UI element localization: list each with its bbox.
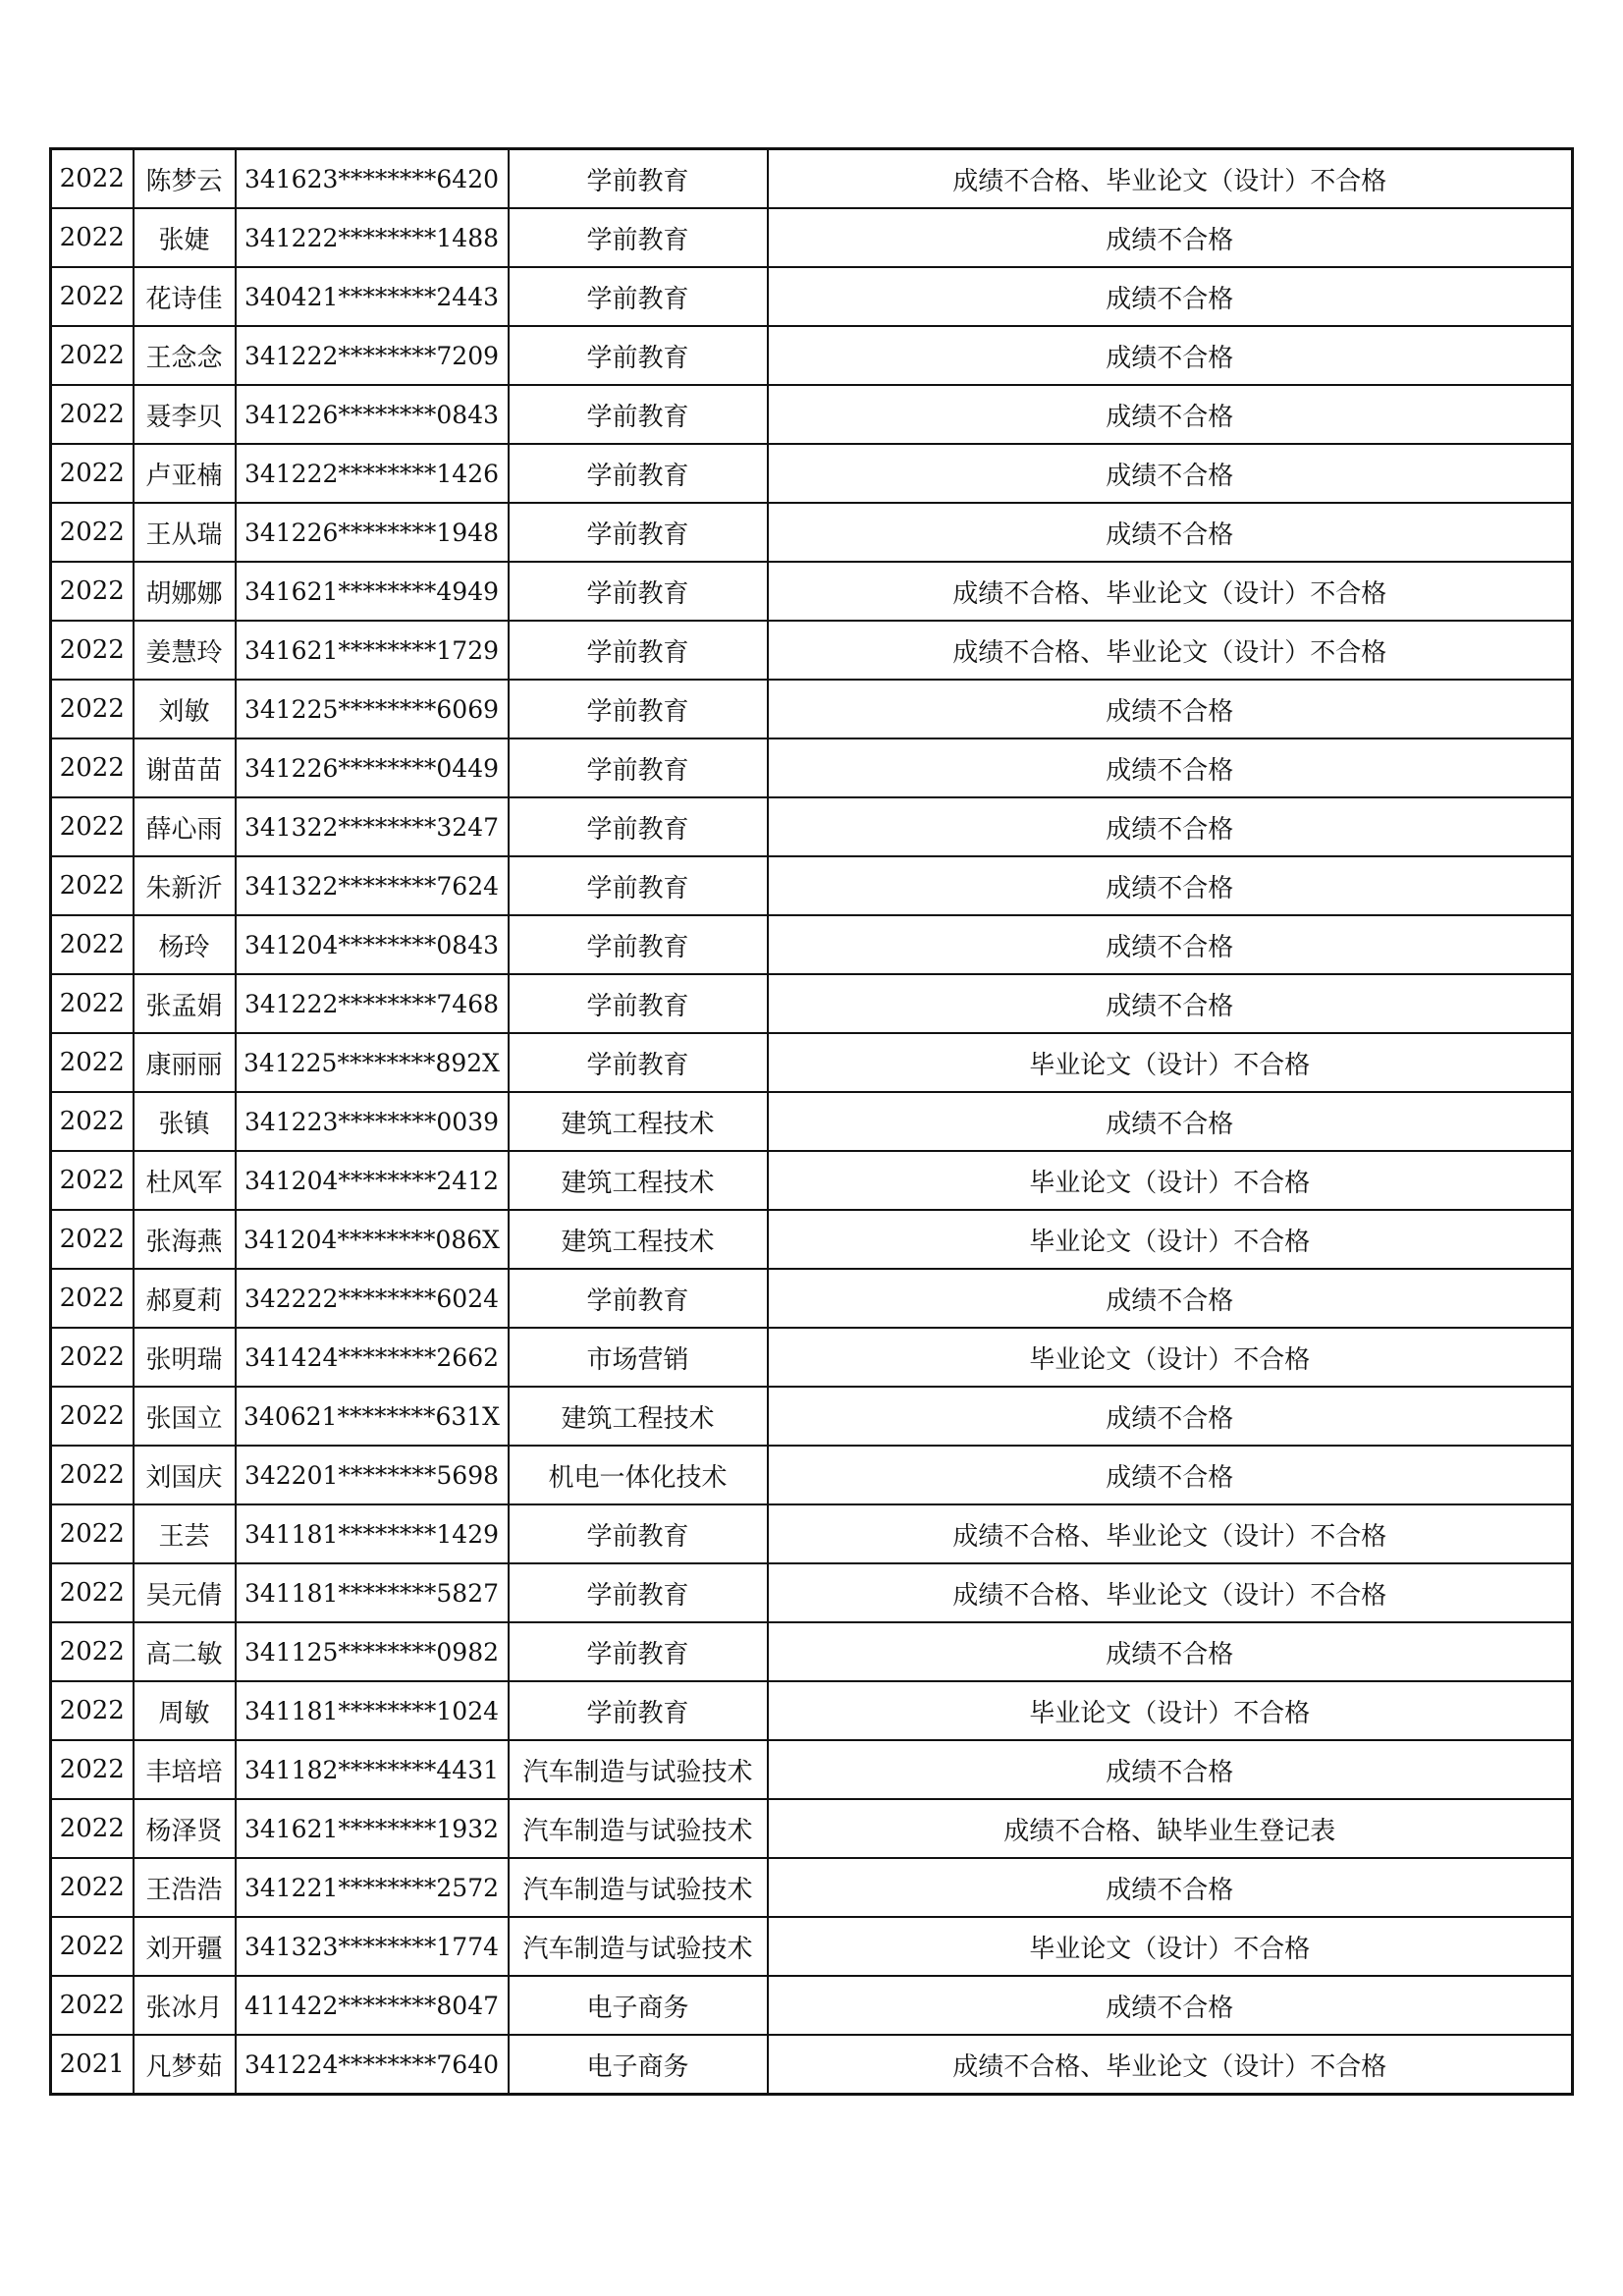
cell-year: 2022 (51, 1446, 134, 1504)
graduation-record-table (49, 147, 1574, 2096)
cell-student-name: 周敏 (134, 1681, 236, 1740)
cell-id-number: 341181********1429 (236, 1504, 509, 1563)
cell-reason: 成绩不合格 (768, 856, 1573, 915)
cell-major: 电子商务 (509, 2035, 768, 2095)
cell-student-name: 张镇 (134, 1092, 236, 1151)
cell-year: 2022 (51, 1858, 134, 1917)
table-row (51, 1033, 1573, 1092)
cell-major: 学前教育 (509, 444, 768, 503)
table-row (51, 444, 1573, 503)
table-row (51, 326, 1573, 385)
cell-major: 学前教育 (509, 1681, 768, 1740)
table-row (51, 149, 1573, 209)
cell-id-number: 411422********8047 (236, 1976, 509, 2035)
cell-student-name: 聂李贝 (134, 385, 236, 444)
cell-major: 市场营销 (509, 1328, 768, 1387)
cell-student-name: 谢苗苗 (134, 738, 236, 797)
table-row (51, 856, 1573, 915)
cell-reason: 成绩不合格 (768, 738, 1573, 797)
cell-reason: 成绩不合格 (768, 503, 1573, 562)
cell-reason: 成绩不合格、毕业论文（设计）不合格 (768, 562, 1573, 621)
cell-year: 2022 (51, 503, 134, 562)
cell-reason: 成绩不合格、毕业论文（设计）不合格 (768, 2035, 1573, 2095)
cell-major: 学前教育 (509, 856, 768, 915)
cell-student-name: 姜慧玲 (134, 621, 236, 680)
table-row (51, 1446, 1573, 1504)
cell-major: 建筑工程技术 (509, 1092, 768, 1151)
cell-id-number: 341322********3247 (236, 797, 509, 856)
cell-id-number: 341204********0843 (236, 915, 509, 974)
cell-id-number: 341222********7209 (236, 326, 509, 385)
cell-student-name: 刘国庆 (134, 1446, 236, 1504)
cell-reason: 成绩不合格 (768, 385, 1573, 444)
cell-student-name: 刘开疆 (134, 1917, 236, 1976)
cell-reason: 成绩不合格 (768, 267, 1573, 326)
cell-id-number: 340421********2443 (236, 267, 509, 326)
table-row (51, 1858, 1573, 1917)
cell-year: 2022 (51, 1328, 134, 1387)
cell-reason: 成绩不合格 (768, 1858, 1573, 1917)
cell-major: 学前教育 (509, 1033, 768, 1092)
table-row (51, 503, 1573, 562)
cell-major: 汽车制造与试验技术 (509, 1858, 768, 1917)
cell-id-number: 342222********6024 (236, 1269, 509, 1328)
cell-reason: 成绩不合格、缺毕业生登记表 (768, 1799, 1573, 1858)
cell-major: 汽车制造与试验技术 (509, 1799, 768, 1858)
cell-major: 学前教育 (509, 1269, 768, 1328)
cell-major: 电子商务 (509, 1976, 768, 2035)
cell-reason: 毕业论文（设计）不合格 (768, 1328, 1573, 1387)
table-row (51, 680, 1573, 738)
cell-id-number: 341204********2412 (236, 1151, 509, 1210)
cell-id-number: 341424********2662 (236, 1328, 509, 1387)
table-row (51, 974, 1573, 1033)
cell-year: 2022 (51, 267, 134, 326)
cell-id-number: 341222********1488 (236, 208, 509, 267)
cell-id-number: 341181********1024 (236, 1681, 509, 1740)
cell-id-number: 341224********7640 (236, 2035, 509, 2095)
cell-year: 2022 (51, 1740, 134, 1799)
cell-major: 机电一体化技术 (509, 1446, 768, 1504)
cell-year: 2022 (51, 385, 134, 444)
cell-reason: 成绩不合格、毕业论文（设计）不合格 (768, 1563, 1573, 1622)
table-row (51, 1387, 1573, 1446)
cell-major: 汽车制造与试验技术 (509, 1740, 768, 1799)
cell-major: 学前教育 (509, 1563, 768, 1622)
table-row (51, 797, 1573, 856)
cell-id-number: 341125********0982 (236, 1622, 509, 1681)
cell-id-number: 341223********0039 (236, 1092, 509, 1151)
cell-reason: 毕业论文（设计）不合格 (768, 1210, 1573, 1269)
cell-id-number: 341225********6069 (236, 680, 509, 738)
cell-id-number: 342201********5698 (236, 1446, 509, 1504)
table-row (51, 1681, 1573, 1740)
cell-major: 学前教育 (509, 385, 768, 444)
cell-reason: 成绩不合格 (768, 974, 1573, 1033)
cell-id-number: 341621********1932 (236, 1799, 509, 1858)
cell-year: 2022 (51, 1799, 134, 1858)
cell-reason: 成绩不合格 (768, 1740, 1573, 1799)
table-row (51, 1917, 1573, 1976)
table-row (51, 1563, 1573, 1622)
cell-reason: 成绩不合格 (768, 326, 1573, 385)
cell-year: 2022 (51, 738, 134, 797)
cell-id-number: 340621********631X (236, 1387, 509, 1446)
cell-year: 2022 (51, 1917, 134, 1976)
cell-reason: 成绩不合格 (768, 915, 1573, 974)
cell-id-number: 341621********4949 (236, 562, 509, 621)
cell-id-number: 341222********7468 (236, 974, 509, 1033)
cell-reason: 毕业论文（设计）不合格 (768, 1917, 1573, 1976)
cell-id-number: 341226********0843 (236, 385, 509, 444)
cell-reason: 成绩不合格、毕业论文（设计）不合格 (768, 149, 1573, 209)
table-row (51, 267, 1573, 326)
table-row (51, 1622, 1573, 1681)
cell-year: 2022 (51, 856, 134, 915)
cell-id-number: 341322********7624 (236, 856, 509, 915)
cell-major: 学前教育 (509, 974, 768, 1033)
table-row (51, 1151, 1573, 1210)
cell-student-name: 张明瑞 (134, 1328, 236, 1387)
cell-major: 学前教育 (509, 1622, 768, 1681)
cell-id-number: 341204********086X (236, 1210, 509, 1269)
cell-year: 2022 (51, 208, 134, 267)
table-row (51, 208, 1573, 267)
cell-year: 2022 (51, 1210, 134, 1269)
cell-major: 学前教育 (509, 267, 768, 326)
table-row (51, 1328, 1573, 1387)
cell-id-number: 341226********1948 (236, 503, 509, 562)
cell-year: 2022 (51, 1563, 134, 1622)
cell-reason: 成绩不合格 (768, 1269, 1573, 1328)
cell-major: 学前教育 (509, 503, 768, 562)
cell-reason: 成绩不合格 (768, 680, 1573, 738)
cell-reason: 成绩不合格 (768, 1387, 1573, 1446)
cell-student-name: 薛心雨 (134, 797, 236, 856)
cell-major: 建筑工程技术 (509, 1151, 768, 1210)
cell-reason: 毕业论文（设计）不合格 (768, 1681, 1573, 1740)
cell-reason: 成绩不合格 (768, 797, 1573, 856)
cell-year: 2022 (51, 974, 134, 1033)
table-row (51, 1092, 1573, 1151)
cell-id-number: 341221********2572 (236, 1858, 509, 1917)
cell-major: 汽车制造与试验技术 (509, 1917, 768, 1976)
cell-year: 2022 (51, 1151, 134, 1210)
cell-year: 2022 (51, 326, 134, 385)
cell-reason: 成绩不合格 (768, 1092, 1573, 1151)
cell-student-name: 丰培培 (134, 1740, 236, 1799)
cell-year: 2022 (51, 1976, 134, 2035)
cell-reason: 毕业论文（设计）不合格 (768, 1033, 1573, 1092)
cell-reason: 成绩不合格 (768, 444, 1573, 503)
cell-student-name: 张冰月 (134, 1976, 236, 2035)
cell-year: 2022 (51, 1681, 134, 1740)
table-row (51, 1976, 1573, 2035)
cell-year: 2022 (51, 797, 134, 856)
cell-student-name: 高二敏 (134, 1622, 236, 1681)
cell-student-name: 朱新沂 (134, 856, 236, 915)
cell-year: 2022 (51, 1033, 134, 1092)
cell-reason: 毕业论文（设计）不合格 (768, 1151, 1573, 1210)
cell-year: 2022 (51, 1092, 134, 1151)
cell-year: 2022 (51, 149, 134, 209)
cell-reason: 成绩不合格、毕业论文（设计）不合格 (768, 1504, 1573, 1563)
table-row (51, 1799, 1573, 1858)
cell-id-number: 341222********1426 (236, 444, 509, 503)
cell-reason: 成绩不合格 (768, 1976, 1573, 2035)
table-row (51, 2035, 1573, 2095)
cell-student-name: 张国立 (134, 1387, 236, 1446)
table-row (51, 1504, 1573, 1563)
cell-major: 学前教育 (509, 680, 768, 738)
cell-major: 学前教育 (509, 797, 768, 856)
table-row (51, 621, 1573, 680)
cell-reason: 成绩不合格 (768, 208, 1573, 267)
cell-reason: 成绩不合格、毕业论文（设计）不合格 (768, 621, 1573, 680)
cell-major: 学前教育 (509, 621, 768, 680)
cell-student-name: 郝夏莉 (134, 1269, 236, 1328)
cell-major: 学前教育 (509, 738, 768, 797)
cell-major: 学前教育 (509, 208, 768, 267)
cell-id-number: 341182********4431 (236, 1740, 509, 1799)
cell-id-number: 341181********5827 (236, 1563, 509, 1622)
cell-student-name: 刘敏 (134, 680, 236, 738)
cell-student-name: 花诗佳 (134, 267, 236, 326)
cell-student-name: 杨玲 (134, 915, 236, 974)
cell-student-name: 康丽丽 (134, 1033, 236, 1092)
cell-student-name: 卢亚楠 (134, 444, 236, 503)
cell-student-name: 吴元倩 (134, 1563, 236, 1622)
cell-major: 建筑工程技术 (509, 1210, 768, 1269)
record-table-body (51, 149, 1573, 2095)
cell-id-number: 341323********1774 (236, 1917, 509, 1976)
cell-student-name: 张孟娟 (134, 974, 236, 1033)
cell-year: 2022 (51, 444, 134, 503)
cell-student-name: 张海燕 (134, 1210, 236, 1269)
cell-major: 学前教育 (509, 1504, 768, 1563)
table-row (51, 738, 1573, 797)
cell-id-number: 341623********6420 (236, 149, 509, 209)
table-row (51, 1740, 1573, 1799)
cell-major: 学前教育 (509, 149, 768, 209)
cell-year: 2022 (51, 1504, 134, 1563)
cell-year: 2022 (51, 680, 134, 738)
cell-reason: 成绩不合格 (768, 1446, 1573, 1504)
cell-major: 学前教育 (509, 326, 768, 385)
cell-major: 学前教育 (509, 562, 768, 621)
cell-major: 建筑工程技术 (509, 1387, 768, 1446)
cell-student-name: 张婕 (134, 208, 236, 267)
cell-student-name: 杨泽贤 (134, 1799, 236, 1858)
cell-year: 2022 (51, 562, 134, 621)
table-row (51, 562, 1573, 621)
cell-year: 2021 (51, 2035, 134, 2095)
cell-year: 2022 (51, 1269, 134, 1328)
cell-student-name: 王念念 (134, 326, 236, 385)
cell-major: 学前教育 (509, 915, 768, 974)
cell-year: 2022 (51, 1387, 134, 1446)
cell-id-number: 341621********1729 (236, 621, 509, 680)
cell-year: 2022 (51, 915, 134, 974)
table-row (51, 1269, 1573, 1328)
table-row (51, 1210, 1573, 1269)
cell-student-name: 胡娜娜 (134, 562, 236, 621)
table-row (51, 385, 1573, 444)
cell-year: 2022 (51, 1622, 134, 1681)
cell-student-name: 王浩浩 (134, 1858, 236, 1917)
cell-reason: 成绩不合格 (768, 1622, 1573, 1681)
table-row (51, 915, 1573, 974)
cell-student-name: 陈梦云 (134, 149, 236, 209)
cell-student-name: 王芸 (134, 1504, 236, 1563)
cell-id-number: 341226********0449 (236, 738, 509, 797)
cell-student-name: 杜风军 (134, 1151, 236, 1210)
cell-student-name: 凡梦茹 (134, 2035, 236, 2095)
cell-year: 2022 (51, 621, 134, 680)
cell-student-name: 王从瑞 (134, 503, 236, 562)
cell-id-number: 341225********892X (236, 1033, 509, 1092)
